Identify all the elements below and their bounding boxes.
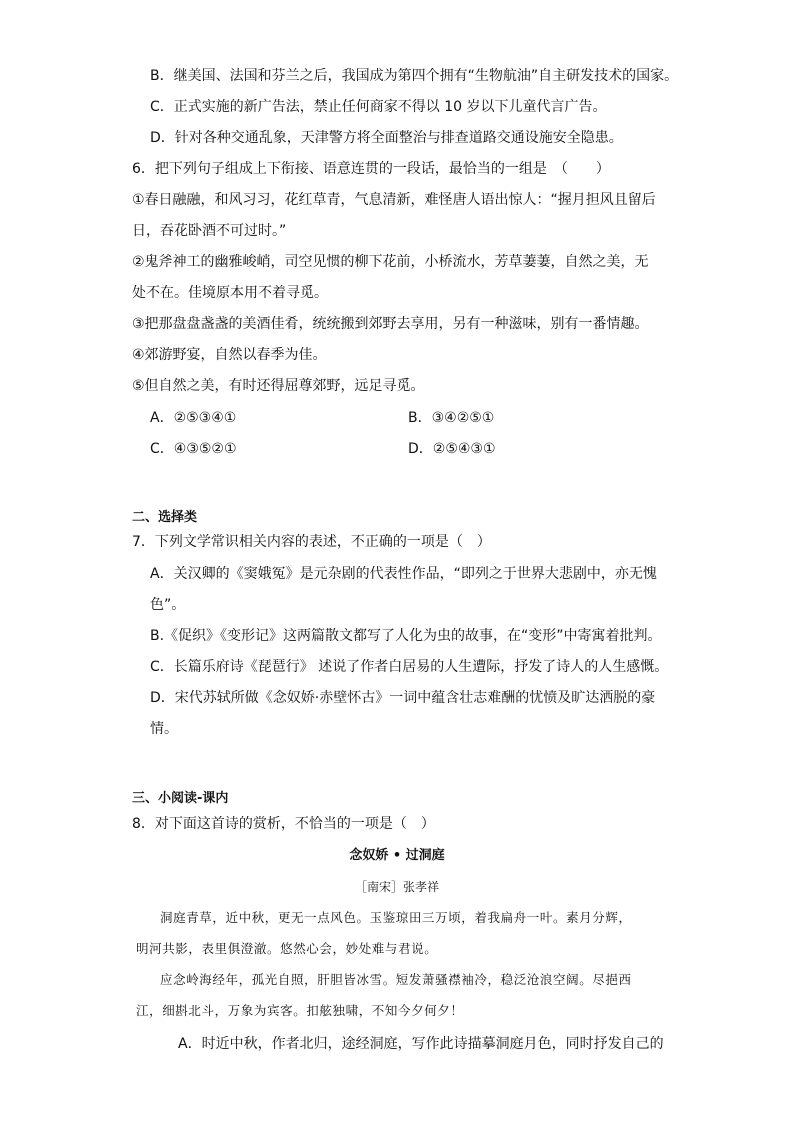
q6-option-a: A．②⑤③④① — [150, 410, 237, 426]
q6-sentence-2: ②鬼斧神工的幽雅峻峭，司空见惯的柳下花前，小桥流水，芳草萋萋，自然之美，无 — [132, 254, 649, 270]
q7-option-d-cont: 情。 — [150, 721, 178, 737]
q7-option-b: B.《促织》《变形记》这两篇散文都写了人化为虫的故事，在“变形”中寄寓着批判。 — [150, 628, 662, 644]
q7-option-d: D．宋代苏轼所做《念奴娇·赤壁怀古》一词中蕴含壮志难酬的忧愤及旷达洒脱的豪 — [150, 690, 656, 706]
poem-author: ［南宋］张孝祥 — [354, 880, 439, 894]
q7-stem: 7．下列文学常识相关内容的表述，不正确的一项是（ ） — [132, 534, 491, 550]
q6-stem: 6．把下列句子组成上下衔接、语意连贯的一段话，最恰当的一组是 （ ） — [132, 161, 610, 177]
poem-title: 念奴娇 • 过洞庭 — [349, 848, 445, 863]
q8-option-a: A．时近中秋，作者北归，途经洞庭，写作此诗描摹洞庭月色，同时抒发自己的 — [178, 1036, 664, 1052]
q6-sentence-4: ④郊游野宴，自然以春季为佳。 — [132, 347, 327, 363]
q8-stem: 8．对下面这首诗的赏析，不恰当的一项是（ ） — [132, 816, 435, 832]
poem-stanza-1: 洞庭青草，近中秋，更无一点风色。玉鉴琼田三万顷，着我扁舟一叶。素月分辉， — [160, 910, 632, 925]
q6-sentence-3: ③把那盘盘盏盏的美酒佳肴，统统搬到郊野去享用，另有一种滋味，别有一番情趣。 — [132, 316, 649, 332]
q7-option-c: C．长篇乐府诗《琵琶行》 述说了作者白居易的人生遭际，抒发了诗人的人生感慨。 — [150, 659, 669, 675]
q5-option-b: B．继美国、法国和芬兰之后，我国成为第四个拥有“生物航油”自主研发技术的国家。 — [150, 68, 679, 84]
section-heading-choice: 二、选择类 — [132, 510, 198, 525]
poem-stanza-1-cont: 明河共影，表里俱澄澈。悠然心会，妙处难与君说。 — [136, 941, 438, 956]
q7-option-a-cont: 色”。 — [150, 597, 186, 613]
q6-sentence-1: ①春日融融，和风习习，花红草青，气息清新，难怪唐人语出惊人：“握月担风且留后 — [132, 192, 656, 208]
poem-stanza-2-cont: 江，细斟北斗，万象为宾客。扣舷独啸，不知今夕何夕！ — [136, 1003, 464, 1018]
q7-option-a: A．关汉卿的《窦娥冤》是元杂剧的代表性作品，“即列之于世界大悲剧中，亦无愧 — [150, 566, 657, 582]
q6-option-d: D．②⑤④③① — [408, 441, 496, 457]
q6-option-b: B．③④②⑤① — [408, 410, 495, 426]
q6-sentence-2-cont: 处不在。佳境原本用不着寻觅。 — [132, 285, 328, 301]
q6-sentence-1-cont: 日，吞花卧酒不可过时。” — [132, 223, 287, 239]
poem-stanza-2: 应念岭海经年，孤光自照，肝胆皆冰雪。短发萧骚襟袖冷，稳泛沧浪空阔。尽挹西 — [160, 972, 632, 987]
q6-sentence-5: ⑤但自然之美，有时还得屈尊郊野，远足寻觅。 — [132, 378, 425, 394]
q6-option-c: C．④③⑤②① — [150, 441, 237, 457]
q5-option-c: C．正式实施的新广告法，禁止任何商家不得以 10 岁以下儿童代言广告。 — [150, 99, 607, 115]
section-heading-reading: 三、小阅读-课内 — [132, 791, 229, 806]
q5-option-d: D．针对各种交通乱象，天津警方将全面整治与排查道路交通设施安全隐患。 — [150, 130, 623, 146]
